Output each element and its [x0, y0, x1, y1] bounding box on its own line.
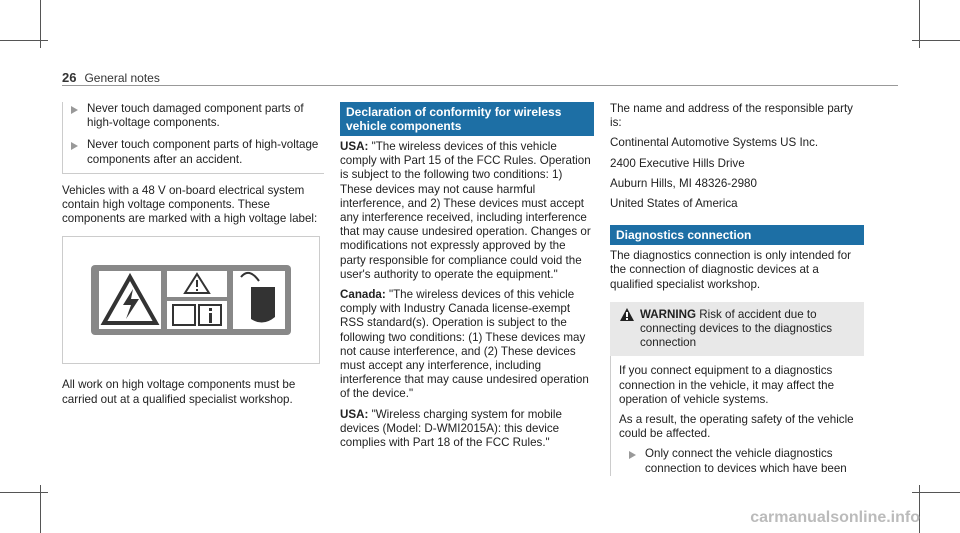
bullet-item: Never touch damaged component parts of high-voltage components. [67, 102, 324, 130]
canada-label: Canada: [340, 288, 386, 302]
high-voltage-label-figure [62, 236, 320, 364]
warning-paragraph: If you connect equipment to a diagnostics connection in the vehicle, it may affect the operation of vehicle systems. [619, 364, 835, 406]
address-line: United States of America [610, 197, 738, 211]
canada-text: "The wireless devices of this vehicle comply with Industry Canada license-exempt RSS standard(s). Operation is subject to the following two conditions: (1) These devices may not cause interference, and (2) These devices must accept any interference, including interference that may cause undesired operation of the device." [340, 288, 589, 401]
column-1 [62, 102, 324, 413]
usa-paragraph [340, 140, 594, 282]
warning-body [610, 356, 864, 475]
usa2-paragraph [340, 408, 594, 451]
section-title: General notes [84, 71, 160, 85]
warning-text: Risk of accident due to connecting devices to the diagnostics connection [640, 307, 833, 350]
canada-paragraph [340, 288, 594, 402]
address-line: Continental Automotive Systems US Inc. [610, 136, 819, 150]
closing-paragraph: All work on high voltage components must be carried out at a qualified specialist workshop. [62, 378, 296, 406]
warning-box [610, 302, 864, 357]
page-header [62, 70, 160, 85]
bullet-item: Never touch component parts of high-voltage components after an accident. [67, 138, 324, 166]
page-number: 26 [62, 70, 77, 85]
column-2 [340, 102, 594, 456]
warning-label: WARNING [640, 307, 697, 321]
diagnostics-heading: Diagnostics connection [610, 225, 864, 245]
bullet-box [62, 102, 324, 174]
crop-mark [0, 492, 48, 493]
warning-icon [620, 308, 634, 321]
high-voltage-label-icon [63, 237, 319, 363]
usa2-label: USA: [340, 407, 369, 421]
section-heading: Declaration of conformity for wireless vehicle components [340, 102, 594, 136]
watermark: carmanualsonline.info [750, 509, 920, 526]
diagnostics-paragraph: The diagnostics connection is only intended for the connection of diagnostic devices at a qualified specialist workshop. [610, 249, 852, 291]
bullet-item: Only connect the vehicle diagnostics connection to devices which have been [625, 447, 864, 475]
crop-mark [912, 492, 960, 493]
usa2-text: "Wireless charging system for mobile devices (Model: D-WMI2015A): this device complies with Part 18 of the FCC Rules." [340, 407, 562, 450]
crop-mark [0, 40, 48, 41]
intro-paragraph: Vehicles with a 48 V on-board electrical system contain high voltage components. These components are marked with a high voltage label: [62, 183, 318, 226]
header-rule [62, 85, 898, 86]
usa-label: USA: [340, 140, 369, 153]
responsible-party-intro: The name and address of the responsible party is: [610, 102, 853, 130]
column-3 [610, 102, 864, 484]
address-line: 2400 Executive Hills Drive [610, 156, 745, 170]
crop-mark [912, 40, 960, 41]
usa-text: "The wireless devices of this vehicle comply with Part 15 of the FCC Rules. Operation is subject to the following two conditions: 1) These devices may not cause harmful interference, and 2) These devices must accept any interference received, including interference that may cause undesired operation. Changes or modifications not expressly approved by the party responsible for compliance could void the user's authority to operate the equipment." [340, 140, 591, 281]
warning-paragraph: As a result, the operating safety of the vehicle could be affected. [619, 413, 854, 441]
address-line: Auburn Hills, MI 48326-2980 [610, 176, 757, 190]
